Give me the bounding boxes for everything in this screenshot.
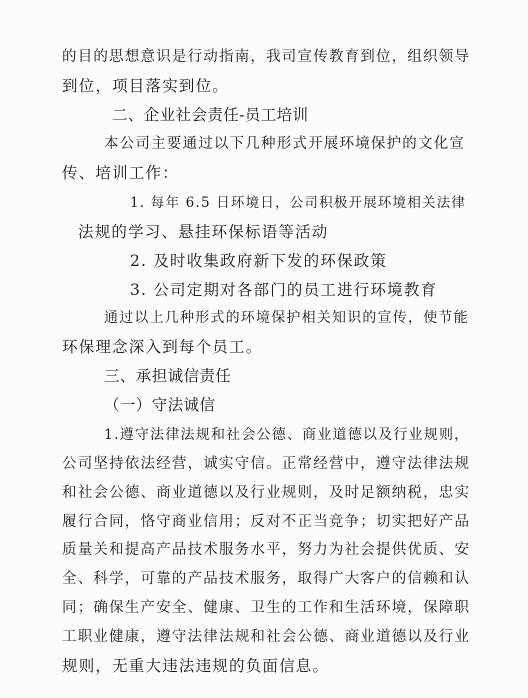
text-line: 质量关和提高产品技术服务水平，努力为社会提供优质、安 xyxy=(62,542,471,558)
text-line: 履行合同，恪守商业信用；反对不正当竞争；切实把好产品 xyxy=(62,514,471,530)
text-line: 公司坚持依法经营，诚实守信。正常经营中，遵守法律法规 xyxy=(62,456,471,472)
subsection-heading: （一）守法诚信 xyxy=(104,396,216,414)
text-line: 通过以上几种形式的环境保护相关知识的宣传，使节能 xyxy=(104,310,469,326)
list-item: 1. 每年 6.5 日环境日，公司积极开展环境相关法律 xyxy=(130,195,467,211)
text-line: 的目的思想意识是行动指南，我司宣传教育到位，组织领导 xyxy=(62,49,471,65)
text-line: 到位，项目落实到位。 xyxy=(62,77,230,95)
text-line: 同；确保生产安全、健康、卫生的工作和生活环境，保障职 xyxy=(62,600,471,616)
list-item: 2. 及时收集政府新下发的环保政策 xyxy=(130,252,388,270)
section-heading: 三、承担诚信责任 xyxy=(104,367,232,385)
text-line: 传、培训工作： xyxy=(62,164,179,182)
text-line: 和社会公德、商业道德以及行业规则，及时足额纳税，忠实 xyxy=(62,485,471,501)
text-line: 全、科学，可靠的产品技术服务，取得广大客户的信赖和认 xyxy=(62,571,471,587)
text-line: 环保理念深入到每个员工。 xyxy=(62,338,263,356)
text-line: 规则，无重大违法违规的负面信息。 xyxy=(62,657,330,675)
text-line: 工职业健康，遵守法律法规和社会公德、商业道德以及行业 xyxy=(62,629,471,645)
text-line: 本公司主要通过以下几种形式开展环境保护的文化宣 xyxy=(104,136,466,152)
text-line: 法规的学习、悬挂环保标语等活动 xyxy=(78,223,329,241)
section-heading: 二、企业社会责任-员工培训 xyxy=(112,106,309,124)
list-item: 3. 公司定期对各部门的员工进行环境教育 xyxy=(130,281,438,299)
text-line: 1.遵守法律法规和社会公德、商业道德以及行业规则， xyxy=(104,427,470,443)
